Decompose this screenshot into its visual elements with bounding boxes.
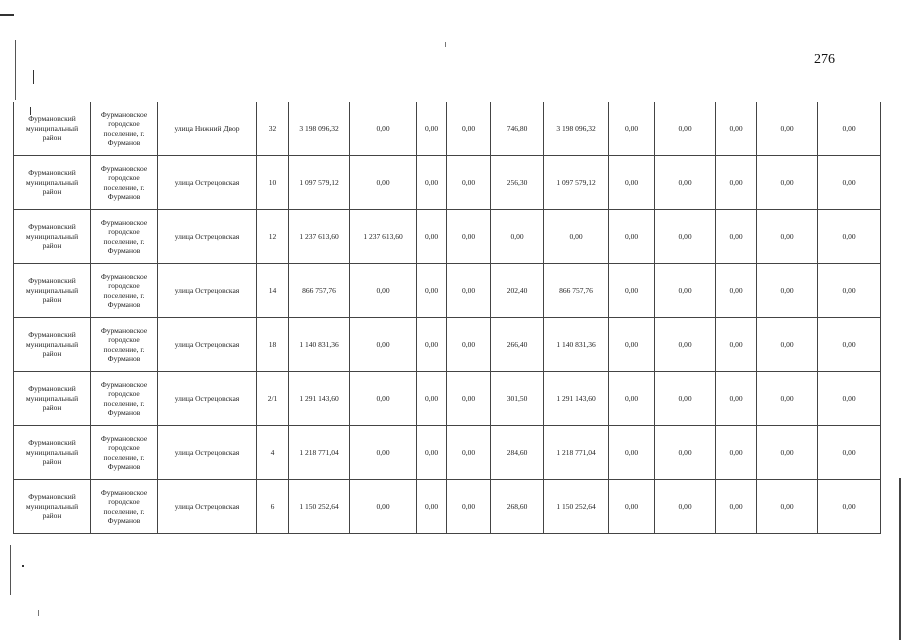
amount-cell: 0,00 xyxy=(417,318,447,372)
amount-cell: 0,00 xyxy=(350,156,417,210)
street-cell: улица Острецовская xyxy=(158,318,257,372)
table-row xyxy=(14,480,881,534)
area-cell: 0,00 xyxy=(491,210,544,264)
street-cell: улица Острецовская xyxy=(158,480,257,534)
amount-cell: 0,00 xyxy=(818,210,881,264)
street-cell: улица Острецовская xyxy=(158,264,257,318)
scan-mark xyxy=(33,70,34,84)
amount-cell: 0,00 xyxy=(655,264,716,318)
page-number: 276 xyxy=(814,52,835,67)
house-number-cell: 18 xyxy=(257,318,289,372)
street-cell: улица Острецовская xyxy=(158,210,257,264)
amount-cell: 0,00 xyxy=(417,264,447,318)
amount-cell: 0,00 xyxy=(757,372,818,426)
amount-cell: 0,00 xyxy=(447,264,491,318)
amount-cell: 0,00 xyxy=(447,318,491,372)
amount-cell: 1 237 613,60 xyxy=(350,210,417,264)
scan-mark xyxy=(0,14,14,16)
house-number-cell: 32 xyxy=(257,102,289,156)
amount-total-cell: 1 097 579,12 xyxy=(289,156,350,210)
street-cell: улица Острецовская xyxy=(158,426,257,480)
amount-cell: 0,00 xyxy=(544,210,609,264)
scan-mark xyxy=(22,565,24,567)
amount-cell: 0,00 xyxy=(818,426,881,480)
amount-total-cell: 1 150 252,64 xyxy=(289,480,350,534)
amount-cell: 1 140 831,36 xyxy=(544,318,609,372)
amount-cell: 0,00 xyxy=(609,210,655,264)
amount-cell: 0,00 xyxy=(447,372,491,426)
house-number-cell: 10 xyxy=(257,156,289,210)
amount-cell: 0,00 xyxy=(818,318,881,372)
housing-table xyxy=(13,102,881,534)
amount-cell: 0,00 xyxy=(417,426,447,480)
amount-cell: 0,00 xyxy=(609,372,655,426)
amount-total-cell: 1 218 771,04 xyxy=(289,426,350,480)
amount-cell: 0,00 xyxy=(447,426,491,480)
area-cell: 284,60 xyxy=(491,426,544,480)
house-number-cell: 2/1 xyxy=(257,372,289,426)
district-cell: Фурмановский муниципальный район xyxy=(14,264,91,318)
amount-cell: 0,00 xyxy=(655,156,716,210)
area-cell: 266,40 xyxy=(491,318,544,372)
amount-cell: 0,00 xyxy=(609,264,655,318)
amount-cell: 0,00 xyxy=(757,264,818,318)
amount-cell: 1 218 771,04 xyxy=(544,426,609,480)
scan-mark xyxy=(899,478,901,640)
settlement-cell: Фурмановское городское поселение, г. Фурманов xyxy=(91,210,158,264)
area-cell: 256,30 xyxy=(491,156,544,210)
amount-cell: 0,00 xyxy=(350,264,417,318)
table-row xyxy=(14,210,881,264)
amount-cell: 0,00 xyxy=(350,480,417,534)
amount-cell: 0,00 xyxy=(716,156,757,210)
amount-cell: 0,00 xyxy=(417,480,447,534)
table-row xyxy=(14,318,881,372)
amount-cell: 0,00 xyxy=(447,480,491,534)
district-cell: Фурмановский муниципальный район xyxy=(14,210,91,264)
amount-cell: 0,00 xyxy=(417,210,447,264)
district-cell: Фурмановский муниципальный район xyxy=(14,318,91,372)
amount-cell: 1 150 252,64 xyxy=(544,480,609,534)
amount-cell: 0,00 xyxy=(716,318,757,372)
amount-cell: 0,00 xyxy=(818,372,881,426)
amount-cell: 0,00 xyxy=(350,102,417,156)
amount-cell: 0,00 xyxy=(716,264,757,318)
street-cell: улица Острецовская xyxy=(158,156,257,210)
scan-mark xyxy=(15,40,16,100)
amount-total-cell: 866 757,76 xyxy=(289,264,350,318)
amount-total-cell: 3 198 096,32 xyxy=(289,102,350,156)
amount-cell: 1 097 579,12 xyxy=(544,156,609,210)
amount-cell: 0,00 xyxy=(655,372,716,426)
district-cell: Фурмановский муниципальный район xyxy=(14,372,91,426)
house-number-cell: 12 xyxy=(257,210,289,264)
amount-cell: 0,00 xyxy=(818,480,881,534)
area-cell: 202,40 xyxy=(491,264,544,318)
amount-cell: 0,00 xyxy=(757,426,818,480)
amount-cell: 0,00 xyxy=(447,102,491,156)
amount-cell: 0,00 xyxy=(350,318,417,372)
table-row xyxy=(14,264,881,318)
table-row xyxy=(14,372,881,426)
amount-cell: 0,00 xyxy=(716,372,757,426)
amount-cell: 1 291 143,60 xyxy=(544,372,609,426)
area-cell: 746,80 xyxy=(491,102,544,156)
amount-cell: 0,00 xyxy=(609,156,655,210)
amount-cell: 0,00 xyxy=(609,102,655,156)
settlement-cell: Фурмановское городское поселение, г. Фурманов xyxy=(91,156,158,210)
amount-cell: 0,00 xyxy=(716,102,757,156)
amount-total-cell: 1 291 143,60 xyxy=(289,372,350,426)
amount-total-cell: 1 140 831,36 xyxy=(289,318,350,372)
amount-cell: 0,00 xyxy=(609,426,655,480)
area-cell: 301,50 xyxy=(491,372,544,426)
amount-cell: 866 757,76 xyxy=(544,264,609,318)
table-row xyxy=(14,426,881,480)
amount-cell: 0,00 xyxy=(716,210,757,264)
district-cell: Фурмановский муниципальный район xyxy=(14,156,91,210)
table-row xyxy=(14,156,881,210)
amount-cell: 0,00 xyxy=(716,480,757,534)
house-number-cell: 14 xyxy=(257,264,289,318)
amount-cell: 0,00 xyxy=(757,156,818,210)
amount-cell: 0,00 xyxy=(818,264,881,318)
house-number-cell: 6 xyxy=(257,480,289,534)
amount-cell: 3 198 096,32 xyxy=(544,102,609,156)
amount-cell: 0,00 xyxy=(757,210,818,264)
amount-cell: 0,00 xyxy=(655,102,716,156)
amount-cell: 0,00 xyxy=(757,318,818,372)
house-number-cell: 4 xyxy=(257,426,289,480)
street-cell: улица Острецовская xyxy=(158,372,257,426)
settlement-cell: Фурмановское городское поселение, г. Фурманов xyxy=(91,264,158,318)
amount-cell: 0,00 xyxy=(655,210,716,264)
amount-cell: 0,00 xyxy=(655,318,716,372)
amount-cell: 0,00 xyxy=(655,426,716,480)
table-row xyxy=(14,102,881,156)
amount-cell: 0,00 xyxy=(417,102,447,156)
amount-cell: 0,00 xyxy=(757,102,818,156)
amount-cell: 0,00 xyxy=(716,426,757,480)
scan-mark xyxy=(38,610,39,616)
amount-cell: 0,00 xyxy=(447,156,491,210)
amount-cell: 0,00 xyxy=(417,372,447,426)
amount-cell: 0,00 xyxy=(757,480,818,534)
settlement-cell: Фурмановское городское поселение, г. Фурманов xyxy=(91,426,158,480)
area-cell: 268,60 xyxy=(491,480,544,534)
amount-total-cell: 1 237 613,60 xyxy=(289,210,350,264)
street-cell: улица Нижний Двор xyxy=(158,102,257,156)
settlement-cell: Фурмановское городское поселение, г. Фурманов xyxy=(91,102,158,156)
amount-cell: 0,00 xyxy=(447,210,491,264)
amount-cell: 0,00 xyxy=(417,156,447,210)
amount-cell: 0,00 xyxy=(818,156,881,210)
amount-cell: 0,00 xyxy=(655,480,716,534)
district-cell: Фурмановский муниципальный район xyxy=(14,480,91,534)
settlement-cell: Фурмановское городское поселение, г. Фурманов xyxy=(91,480,158,534)
scan-mark xyxy=(445,42,446,47)
settlement-cell: Фурмановское городское поселение, г. Фурманов xyxy=(91,318,158,372)
district-cell: Фурмановский муниципальный район xyxy=(14,102,91,156)
district-cell: Фурмановский муниципальный район xyxy=(14,426,91,480)
amount-cell: 0,00 xyxy=(350,372,417,426)
amount-cell: 0,00 xyxy=(609,318,655,372)
scan-mark xyxy=(10,545,11,595)
amount-cell: 0,00 xyxy=(609,480,655,534)
settlement-cell: Фурмановское городское поселение, г. Фурманов xyxy=(91,372,158,426)
amount-cell: 0,00 xyxy=(350,426,417,480)
amount-cell: 0,00 xyxy=(818,102,881,156)
